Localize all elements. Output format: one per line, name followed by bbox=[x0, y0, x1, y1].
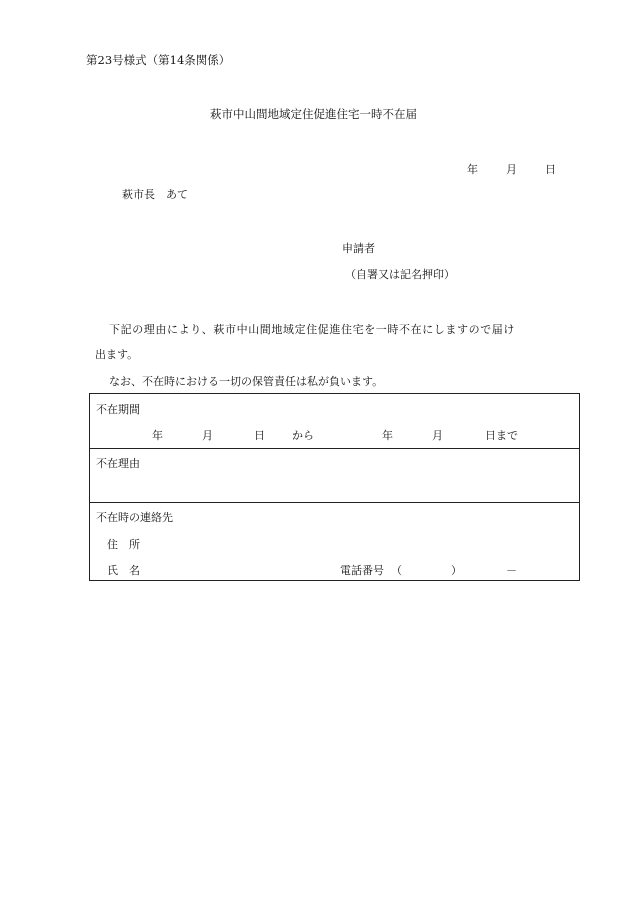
date-day-label: 日 bbox=[545, 163, 556, 176]
period-from-word: から bbox=[292, 429, 314, 442]
period-to-month: 月 bbox=[432, 429, 443, 442]
date-month-label: 月 bbox=[506, 163, 517, 176]
date-year-label: 年 bbox=[467, 163, 478, 176]
name-label: 氏 名 bbox=[107, 564, 140, 577]
absence-info-table bbox=[89, 393, 580, 581]
contact-label: 不在時の連絡先 bbox=[96, 511, 173, 524]
phone-label: 電話番号 bbox=[340, 564, 384, 577]
address-label: 住 所 bbox=[107, 538, 140, 551]
period-from-day: 日 bbox=[254, 429, 265, 442]
period-from-month: 月 bbox=[202, 429, 213, 442]
form-number: 第23号様式（第14条関係） bbox=[86, 53, 231, 67]
addressee: 萩市長 あて bbox=[122, 188, 188, 201]
period-to-year: 年 bbox=[382, 429, 393, 442]
contact-row bbox=[90, 502, 579, 582]
signature-note: （自署又は記名押印） bbox=[345, 268, 455, 281]
absence-reason-label: 不在理由 bbox=[96, 457, 140, 470]
body-text-line-2: 出ます。 bbox=[95, 348, 139, 361]
period-to-day: 日まで bbox=[485, 429, 518, 442]
absence-reason-row bbox=[90, 448, 579, 503]
applicant-label: 申請者 bbox=[342, 242, 375, 255]
phone-close-paren: ） bbox=[451, 564, 462, 577]
body-text-line-1: 下記の理由により、萩市中山間地域定住促進住宅を一時不在にしますので届け bbox=[109, 323, 515, 336]
phone-open-paren: （ bbox=[391, 564, 402, 577]
absence-period-label: 不在期間 bbox=[96, 403, 140, 416]
absence-period-row bbox=[90, 394, 579, 449]
phone-dash: － bbox=[506, 564, 517, 577]
form-title: 萩市中山間地域定住促進住宅一時不在届 bbox=[210, 107, 417, 121]
period-from-year: 年 bbox=[152, 429, 163, 442]
body-text-line-3: なお、不在時における一切の保管責任は私が負います。 bbox=[109, 375, 384, 388]
